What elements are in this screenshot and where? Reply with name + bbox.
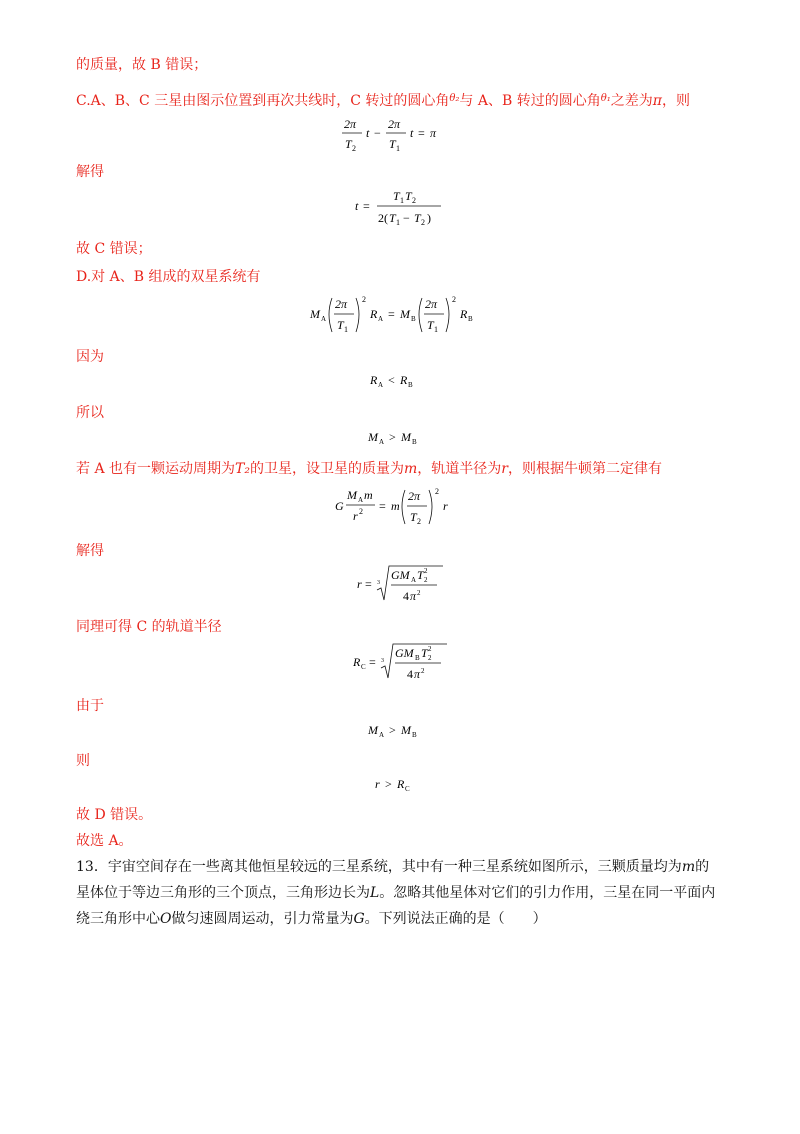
- question-line: [76, 910, 547, 928]
- svg-text:2: 2: [428, 654, 432, 662]
- svg-text:1: 1: [344, 325, 348, 334]
- svg-text:T: T: [414, 211, 421, 225]
- l-symbol: L: [370, 885, 380, 901]
- svg-text:2: 2: [362, 295, 366, 304]
- svg-text:m: m: [391, 499, 400, 513]
- text-segment: 做匀速圆周运动，引力常量为: [171, 911, 354, 927]
- text-segment: ，则根据牛顿第二定律有: [507, 461, 662, 477]
- svg-text:B: B: [412, 438, 417, 446]
- svg-text:T: T: [405, 189, 412, 203]
- text-segment: C.A、B、C 三星由图示位置到再次共线时，C 转过的圆心角: [76, 93, 450, 109]
- svg-text:>: >: [389, 430, 396, 444]
- svg-text:A: A: [378, 381, 384, 389]
- svg-text:A: A: [411, 576, 417, 584]
- text-segment: 的卫星，设卫星的质量为: [249, 461, 404, 477]
- svg-text:1: 1: [400, 196, 404, 205]
- text-line: 所以: [76, 405, 104, 421]
- text-line: 因为: [76, 349, 104, 365]
- svg-text:2: 2: [424, 576, 428, 584]
- svg-text:−: −: [403, 211, 410, 225]
- svg-text:M: M: [401, 430, 411, 444]
- svg-text:GM: GM: [395, 646, 414, 660]
- svg-text:T: T: [345, 137, 352, 151]
- svg-text:A: A: [379, 731, 385, 739]
- svg-text:): ): [427, 211, 431, 225]
- pi-symbol: π: [652, 93, 662, 109]
- svg-text:3: 3: [381, 658, 384, 664]
- svg-text:GM: GM: [391, 568, 410, 582]
- svg-text:1: 1: [434, 325, 438, 334]
- svg-text:B: B: [411, 315, 416, 323]
- svg-text:>: >: [389, 723, 396, 737]
- svg-text:=: =: [418, 126, 425, 140]
- svg-text:=: =: [388, 307, 395, 321]
- text-segment: 与 A、B 转过的圆心角: [459, 93, 601, 109]
- svg-text:R: R: [353, 655, 361, 669]
- svg-text:B: B: [412, 731, 417, 739]
- svg-text:=: =: [379, 499, 386, 513]
- m-symbol: m: [403, 461, 418, 477]
- svg-text:=: =: [369, 655, 376, 669]
- svg-text:r: r: [353, 509, 358, 523]
- text-line-satellite: [76, 460, 662, 478]
- text-line-option-c: [76, 90, 690, 110]
- svg-text:1: 1: [396, 218, 400, 227]
- svg-text:T: T: [337, 318, 344, 332]
- svg-text:M: M: [401, 723, 411, 737]
- svg-text:2: 2: [359, 507, 363, 516]
- svg-text:−: −: [374, 126, 381, 140]
- text-segment: ，则: [661, 93, 690, 109]
- text-segment: 绕三角形中心: [76, 911, 160, 927]
- svg-text:T: T: [393, 189, 400, 203]
- svg-text:C: C: [361, 663, 366, 671]
- text-line: 故 C 错误；: [76, 241, 152, 257]
- svg-text:T: T: [421, 646, 428, 660]
- svg-text:C: C: [405, 785, 410, 793]
- text-segment: 若 A 也有一颗运动周期为: [76, 461, 236, 477]
- svg-text:2: 2: [412, 196, 416, 205]
- text-segment: ，轨道半径为: [417, 461, 502, 477]
- text-segment: 。下列说法正确的是（ ）: [364, 911, 547, 927]
- svg-text:=: =: [365, 577, 372, 591]
- t2-symbol: T₂: [235, 461, 250, 477]
- m-symbol: m: [681, 859, 696, 875]
- svg-text:r: r: [443, 499, 448, 513]
- text-line: 的质量，故 B 错误；: [76, 57, 208, 73]
- svg-text:R: R: [460, 307, 468, 321]
- text-line: 解得: [76, 164, 104, 180]
- svg-text:A: A: [321, 315, 327, 323]
- svg-text:m: m: [364, 488, 373, 502]
- svg-text:2π: 2π: [425, 297, 438, 311]
- svg-text:B: B: [415, 654, 420, 662]
- svg-text:A: A: [379, 438, 385, 446]
- svg-text:2: 2: [417, 589, 421, 597]
- svg-text:M: M: [400, 307, 410, 321]
- equation-binary-system: [0, 290, 800, 338]
- svg-text:1: 1: [396, 144, 400, 153]
- svg-text:R: R: [370, 307, 378, 321]
- equation-angle-difference: [0, 114, 800, 156]
- svg-text:t: t: [366, 126, 370, 140]
- svg-text:M: M: [310, 307, 320, 321]
- svg-text:π: π: [410, 589, 417, 603]
- theta2-symbol: θ₂: [449, 93, 460, 104]
- svg-text:2: 2: [421, 218, 425, 227]
- svg-text:r: r: [357, 577, 362, 591]
- question-line: [76, 884, 715, 902]
- text-segment: 。忽略其他星体对它们的引力作用，三星在同一平面内: [379, 885, 716, 901]
- equation-newton-second-law: [0, 482, 800, 530]
- svg-text:t: t: [410, 126, 414, 140]
- svg-text:π: π: [414, 667, 421, 681]
- svg-text:A: A: [378, 315, 384, 323]
- svg-text:T: T: [427, 318, 434, 332]
- svg-text:M: M: [368, 430, 378, 444]
- svg-text:4: 4: [403, 589, 409, 603]
- text-segment: 星体位于等边三角形的三个顶点，三角形边长为: [76, 885, 370, 901]
- svg-text:2π: 2π: [344, 117, 357, 131]
- equation-mass-compare: [0, 427, 800, 447]
- svg-text:T: T: [417, 568, 424, 582]
- text-line: 故 D 错误。: [76, 807, 153, 823]
- equation-radius-result: [0, 774, 800, 794]
- svg-text:T: T: [389, 211, 396, 225]
- equation-orbit-radius-r: [0, 562, 800, 606]
- svg-text:2π: 2π: [388, 117, 401, 131]
- svg-text:2: 2: [424, 567, 428, 575]
- svg-text:R: R: [397, 777, 405, 791]
- svg-text:B: B: [408, 381, 413, 389]
- equation-mass-compare-2: [0, 720, 800, 740]
- svg-text:r: r: [375, 777, 380, 791]
- equation-time: [0, 186, 800, 230]
- theta1-symbol: θ₁: [600, 93, 611, 104]
- svg-text:2π: 2π: [408, 489, 421, 503]
- svg-text:3: 3: [377, 580, 380, 586]
- o-symbol: O: [160, 911, 172, 927]
- svg-text:4: 4: [407, 667, 413, 681]
- text-line-option-d: D.对 A、B 组成的双星系统有: [76, 269, 261, 285]
- svg-text:π: π: [430, 126, 437, 140]
- svg-text:=: =: [363, 199, 370, 213]
- svg-text:>: >: [385, 777, 392, 791]
- svg-text:2: 2: [452, 295, 456, 304]
- question-line: [76, 858, 709, 876]
- svg-text:2: 2: [421, 667, 425, 675]
- svg-text:2: 2: [417, 517, 421, 526]
- text-line: 则: [76, 753, 90, 769]
- svg-text:A: A: [358, 496, 364, 504]
- svg-text:B: B: [468, 315, 473, 323]
- svg-text:2: 2: [352, 144, 356, 153]
- text-line: 同理可得 C 的轨道半径: [76, 619, 222, 635]
- svg-text:R: R: [370, 373, 378, 387]
- r-symbol: r: [501, 461, 508, 477]
- equation-orbit-radius-rc: [0, 640, 800, 684]
- svg-text:2: 2: [435, 487, 439, 496]
- g-symbol: G: [353, 911, 365, 927]
- text-line: 由于: [76, 698, 104, 714]
- svg-text:T: T: [410, 510, 417, 524]
- svg-text:2: 2: [428, 645, 432, 653]
- text-segment: 之差为: [610, 93, 653, 109]
- svg-text:R: R: [400, 373, 408, 387]
- svg-text:2π: 2π: [335, 297, 348, 311]
- text-line: 解得: [76, 543, 104, 559]
- svg-text:2(: 2(: [378, 211, 388, 225]
- text-line-answer: 故选 A。: [76, 833, 133, 849]
- svg-text:<: <: [388, 373, 395, 387]
- text-segment: 的: [695, 859, 710, 875]
- equation-radius-compare: [0, 370, 800, 390]
- svg-text:T: T: [389, 137, 396, 151]
- text-segment: 13．宇宙空间存在一些离其他恒星较远的三星系统，其中有一种三星系统如图所示，三颗质量均为: [76, 859, 682, 875]
- svg-text:t: t: [355, 199, 359, 213]
- svg-text:G: G: [335, 499, 344, 513]
- svg-text:M: M: [368, 723, 378, 737]
- svg-text:M: M: [347, 488, 357, 502]
